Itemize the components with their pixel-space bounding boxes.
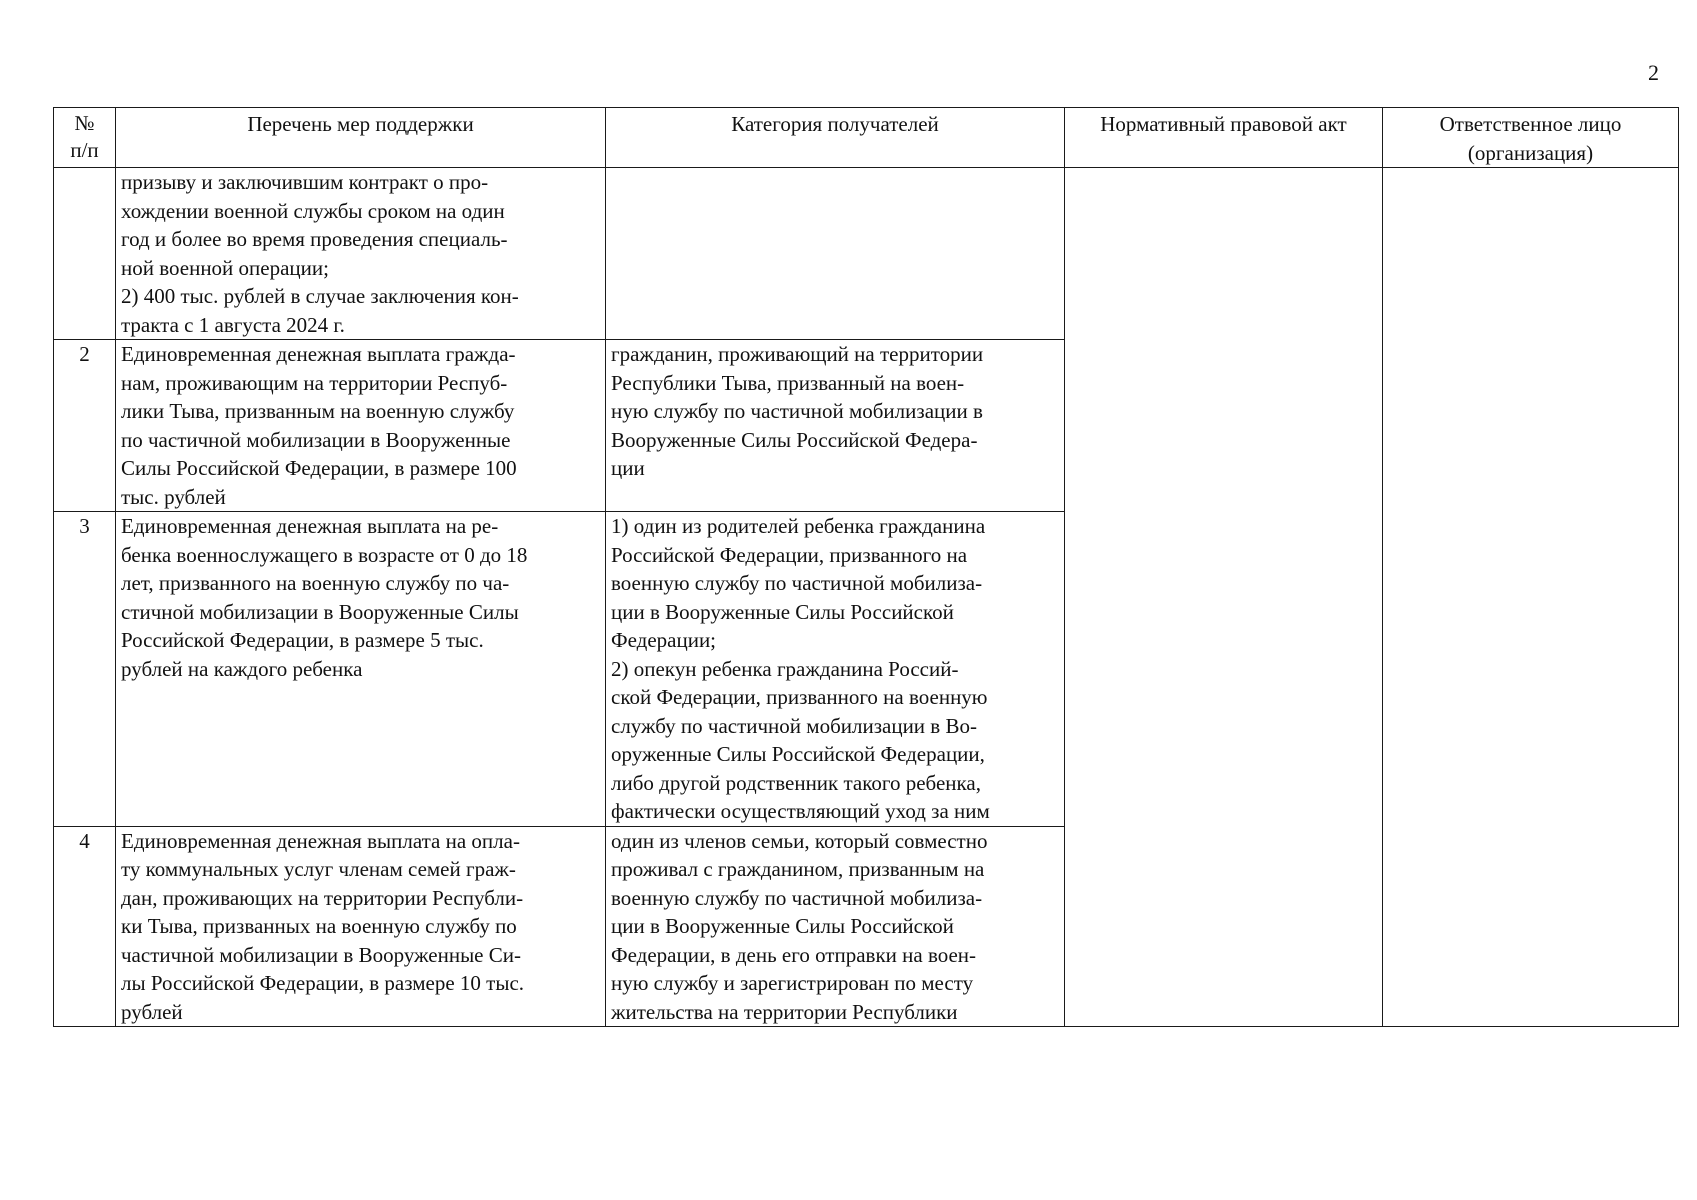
header-number: № п/п [54,108,116,168]
responsible-cell [1383,168,1679,1027]
category-cell [606,168,1065,340]
header-measures: Перечень мер поддержки [116,108,606,168]
category-cell: гражданин, проживающий на территории Республики Тыва, призванный на воен- ную службу по частичной мобилизации в Вооруженные Силы Российской Федера- ции [606,340,1065,512]
category-cell: один из членов семьи, который совместно проживал с гражданином, призванным на военную службу по частичной мобилиза- ции в Вооруженные Силы Российской Федерации, в день его отправки на воен- ную службу и зарегистрирован по месту жительства на территории Республики [606,826,1065,1027]
table-header [54,108,1679,168]
measure-cell: Единовременная денежная выплата на ре- бенка военнослужащего в возрасте от 0 до 18 лет, призванного на военную службу по ча- стичной мобилизации в Вооруженные Силы Российской Федерации, в размере 5 тыс. рублей на каждого ребенка [116,512,606,827]
header-category: Категория получателей [606,108,1065,168]
header-legal-act: Нормативный правовой акт [1065,108,1383,168]
support-measures-table [53,107,1679,1027]
page-number: 2 [1648,60,1659,85]
row-number: 2 [54,340,116,512]
legal-act-cell [1065,168,1383,1027]
measure-cell: Единовременная денежная выплата гражда- нам, проживающим на территории Респуб- лики Тыва, призванным на военную службу по частичной мобилизации в Вооруженные Силы Российской Федерации, в размере 100 тыс. рублей [116,340,606,512]
header-responsible: Ответственное лицо (организация) [1383,108,1679,168]
table-row [54,168,1679,340]
measure-cell: Единовременная денежная выплата на опла- ту коммунальных услуг членам семей граж- дан, проживающих на территории Республи- ки Тыва, призванных на военную службу по частичной мобилизации в Вооруженные Си- лы Российской Федерации, в размере 10 тыс. рублей [116,826,606,1027]
row-number: 3 [54,512,116,827]
row-number [54,168,116,340]
row-number: 4 [54,826,116,1027]
category-cell: 1) один из родителей ребенка гражданина Российской Федерации, призванного на военную службу по частичной мобилиза- ции в Вооруженные Силы Российской Федерации; 2) опекун ребенка гражданина Россий- ской Федерации, призванного на военную службу по частичной мобилизации в Во- оруженные Силы Российской Федерации, либо другой родственник такого ребенка, фактически осуществляющий уход за ним [606,512,1065,827]
measure-cell: призыву и заключившим контракт о про- хождении военной службы сроком на один год и более во время проведения специаль- ной военной операции; 2) 400 тыс. рублей в случае заключения кон- тракта с 1 августа 2024 г. [116,168,606,340]
